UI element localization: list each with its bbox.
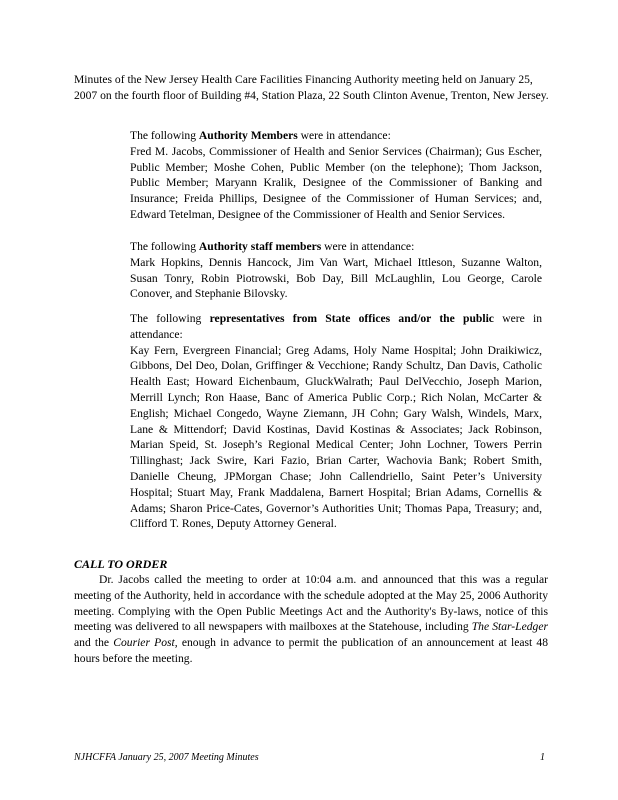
members-lead-pre: The following (130, 129, 199, 142)
authority-members-list: Fred M. Jacobs, Commissioner of Health and Senior Services (Chairman); Gus Escher, Public Member; Moshe Cohen, Public Member (on the telephone); Thom Jackson, Public Member; Maryann Kralik, Designee of the Commissioner of Banking and Insurance; Freida Phillips, Designee of the Commissioner of Human Services; and, Edward Tetelman, Designee of the Commissioner of Health and Senior Services. (130, 144, 542, 221)
page-number: 1 (540, 752, 545, 763)
call-to-order-paragraph (74, 572, 548, 667)
newspaper-star-ledger: The Star-Ledger (471, 620, 548, 634)
newspaper-courier-post: Courier Post, (113, 636, 178, 650)
representatives-section (130, 311, 542, 532)
members-lead-bold: Authority Members (198, 129, 298, 142)
authority-members-section (130, 128, 542, 223)
order-text-3: enough in advance to permit the publication of an announcement at least 48 hours before the meeting. (74, 636, 548, 665)
staff-lead-bold: Authority staff members (198, 240, 322, 253)
staff-members-lead (130, 239, 542, 255)
staff-lead-pre: The following (130, 240, 199, 253)
reps-lead-pre: The following (130, 312, 210, 325)
reps-lead-post: were in attendance: (130, 312, 542, 341)
staff-members-list: Mark Hopkins, Dennis Hancock, Jim Van Wart, Michael Ittleson, Suzanne Walton, Susan Tonry, Robin Piotrowski, Bob Day, Bill McLaughlin, Lou George, Carole Conover, and Stephanie Bilovsky. (130, 255, 542, 301)
authority-members-lead (130, 128, 542, 144)
order-text-1: Dr. Jacobs called the meeting to order at 10:04 a.m. and announced that this was a regular meeting of the Authority, held in accordance with the schedule adopted at the May 25, 2006 Authority meeting. Complying with the Open Public Meetings Act and the Authority's By-laws, notice of this meeting was delivered to all newspapers with mailboxes at the Statehouse, including (74, 573, 548, 634)
intro-paragraph: Minutes of the New Jersey Health Care Facilities Financing Authority meeting held on January 25, 2007 on the fourth floor of Building #4, Station Plaza, 22 South Clinton Avenue, Trenton, New Jersey. (74, 73, 549, 102)
staff-members-section (130, 239, 542, 302)
staff-lead-post: were in attendance: (321, 240, 415, 253)
members-lead-post: were in attendance: (297, 129, 391, 142)
order-text-2: and the (74, 636, 114, 650)
representatives-lead (130, 311, 542, 343)
reps-lead-bold: representatives from State offices and/or the public (209, 312, 494, 325)
footer-title: NJHCFFA January 25, 2007 Meeting Minutes (74, 752, 259, 763)
call-to-order-heading: CALL TO ORDER (74, 557, 168, 571)
representatives-list: Kay Fern, Evergreen Financial; Greg Adams, Holy Name Hospital; John Draikiwicz, Gibbons, Del Deo, Dolan, Griffinger & Vecchione; Randy Schultz, Dan Davis, Catholic Health East; Howard Eichenbaum, GluckWalrath; Paul DelVecchio, Joseph Marion, Merrill Lynch; Ron Haase, Banc of America Public Corp.; Rich Nolan, McCarter & English; Michael Congedo, Wayne Ziemann, JH Cohn; Gary Walsh, Windels, Marx, Lane & Mittendorf; David Kostinas, David Kostinas & Associates; Jack Robinson, Marian Speid, St. Joseph’s Regional Medical Center; John Lochner, Towers Perrin Tillinghast; Jack Swire, Kari Fazio, Brian Carter, Wachovia Bank; Robert Smith, Danielle Cheung, JPMorgan Chase; John Callendriello, Saint Peter’s University Hospital; Stuart May, Frank Maddalena, Barnert Hospital; Brian Adams, Cornellis & Adams; Sharon Price-Cates, Governor’s Authorities Unit; Thomas Papa, Treasury; and, Clifford T. Rones, Deputy Attorney General. (130, 343, 542, 531)
